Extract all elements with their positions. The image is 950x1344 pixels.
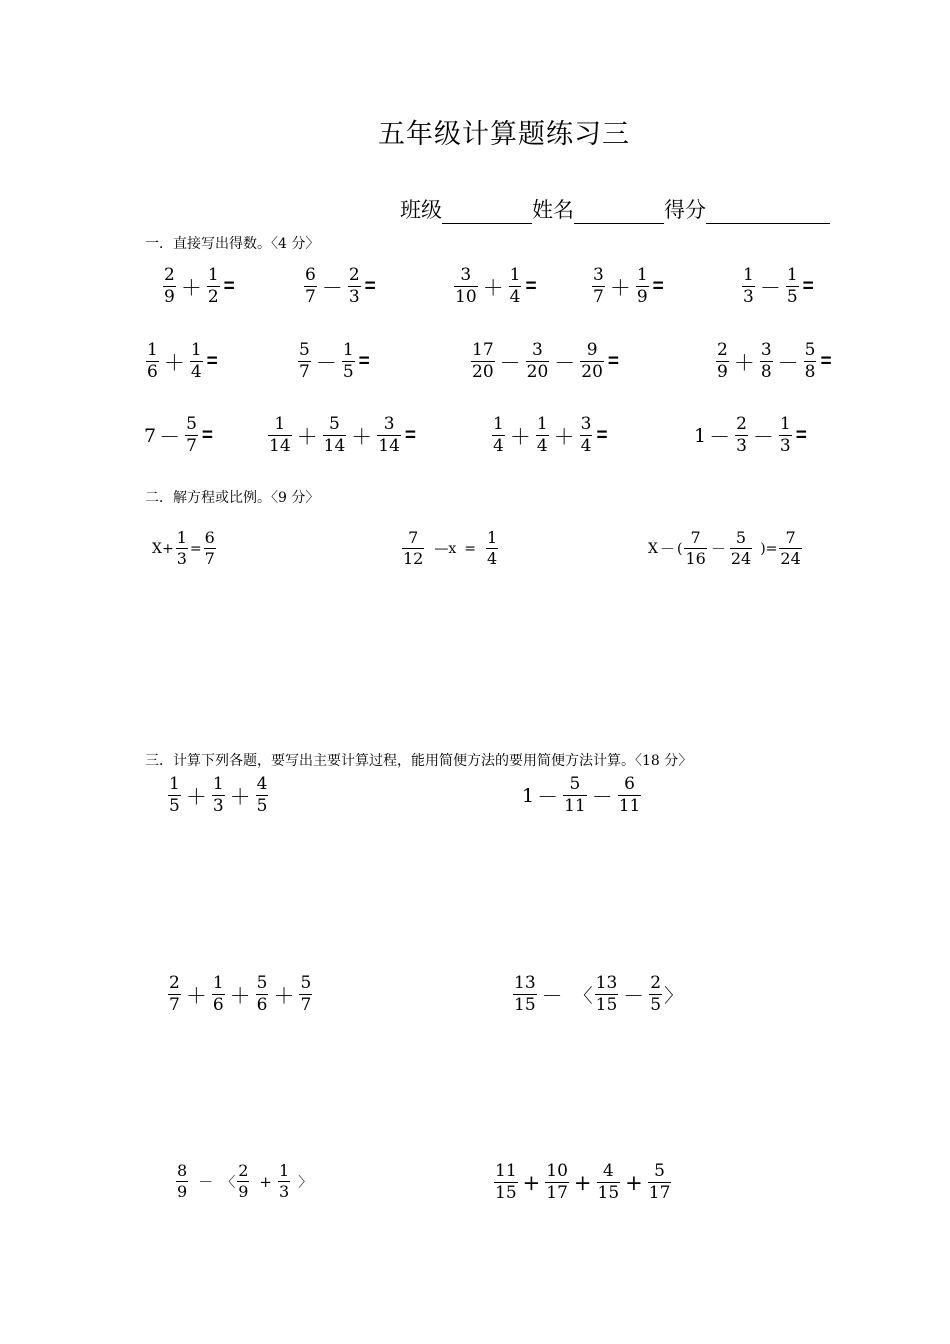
fraction <box>735 416 748 455</box>
denominator: 14 <box>269 436 291 456</box>
denominator: 9 <box>164 287 175 307</box>
numerator: 6 <box>624 774 635 794</box>
fraction <box>592 267 605 306</box>
equals-sign: = <box>201 424 214 446</box>
numerator: 17 <box>472 340 494 360</box>
calc-3-3 <box>166 975 314 1014</box>
fraction <box>618 776 642 815</box>
denominator: 4 <box>190 362 202 382</box>
denominator: 5 <box>786 287 798 307</box>
class-label: 班级 <box>400 198 442 222</box>
numerator: 3 <box>532 340 543 360</box>
calc-3-2 <box>522 776 643 815</box>
numerator: 1 <box>212 973 224 993</box>
whole-number: 1 <box>694 424 707 447</box>
operator: ＋ <box>351 424 373 449</box>
calc-3-4: $\frac{13}{15}$ － 〈 $\frac{13}{15}$ － $\frac{2}{5}$ 〉 <box>514 973 684 1015</box>
numerator: 1 <box>147 340 158 360</box>
numerator: 5 <box>186 414 197 434</box>
operator: － <box>709 424 731 449</box>
denominator: 8 <box>760 362 772 382</box>
denominator: 7 <box>169 995 180 1015</box>
denominator: 7 <box>305 287 316 307</box>
calc-3-6 <box>492 1163 673 1202</box>
equals-sign: = <box>795 424 807 446</box>
fraction <box>348 267 361 306</box>
denominator: 20 <box>526 362 549 382</box>
problem-1-3 <box>452 267 537 306</box>
fraction <box>212 975 225 1014</box>
numerator: 1 <box>212 774 224 794</box>
denominator: 6 <box>256 995 268 1015</box>
numerator: 2 <box>164 265 175 285</box>
operator: ＋ <box>482 275 504 300</box>
fraction <box>492 416 505 455</box>
fraction: $\frac{1}{3}$ <box>278 1161 290 1201</box>
problem-1-6 <box>144 342 218 381</box>
fraction <box>168 975 181 1014</box>
fraction <box>636 267 649 306</box>
denominator: 20 <box>472 362 494 382</box>
fraction <box>526 342 550 381</box>
section-2-heading: 二．解方程或比例。〈9 分〉 <box>145 490 320 506</box>
operator: － <box>777 350 799 375</box>
equation-2-2: $\frac{7}{12}$ —x = $\frac{1}{4}$ <box>403 528 498 568</box>
denominator: 4 <box>493 436 504 456</box>
numerator: 1 <box>342 340 354 360</box>
calc-3-5: $\frac{8}{9}$ － 〈 $\frac{2}{9}$ + $\frac{1}{3}$ 〉 <box>177 1161 313 1201</box>
numerator: 1 <box>509 265 521 285</box>
fraction: $\frac{7}{16}$ <box>685 528 706 568</box>
numerator: 3 <box>760 340 772 360</box>
numerator: 3 <box>593 265 604 285</box>
fraction: $\frac{2}{9}$ <box>238 1161 249 1201</box>
fraction <box>454 267 478 306</box>
operator: － <box>759 275 781 300</box>
fraction <box>190 342 203 381</box>
whole-number: 1 <box>522 784 535 807</box>
numerator: 4 <box>256 774 268 794</box>
fraction <box>299 975 312 1014</box>
numerator: 5 <box>804 340 816 360</box>
fraction <box>742 267 755 306</box>
denominator: 15 <box>495 1183 517 1203</box>
fraction: $\frac{13}{15}$ <box>595 973 618 1015</box>
fraction <box>716 342 729 381</box>
fraction: $\frac{1}{3}$ <box>176 528 187 568</box>
numerator: 1 <box>779 414 791 434</box>
equals-sign: = <box>525 275 537 297</box>
denominator: 17 <box>648 1183 671 1203</box>
problem-1-2 <box>302 267 376 306</box>
operator: ＋ <box>229 784 251 809</box>
denominator: 5 <box>256 796 268 816</box>
numerator: 9 <box>586 340 598 360</box>
equals-sign: = <box>358 350 370 372</box>
denominator: 7 <box>186 436 197 456</box>
problem-1-5 <box>740 267 814 306</box>
operator: － <box>499 350 521 375</box>
operator: + <box>522 1170 541 1195</box>
denominator: 10 <box>455 287 477 307</box>
denominator: 3 <box>779 436 791 456</box>
student-info-row <box>400 194 830 224</box>
problem-1-11 <box>266 416 416 455</box>
fraction <box>563 776 587 815</box>
score-blank[interactable] <box>706 199 830 224</box>
fraction <box>494 1163 518 1202</box>
problem-1-8 <box>469 342 619 381</box>
fraction <box>212 776 225 815</box>
operator: ＋ <box>296 424 318 449</box>
fraction <box>471 342 495 381</box>
denominator: 7 <box>300 995 312 1015</box>
numerator: 1 <box>207 265 219 285</box>
numerator: 2 <box>169 973 180 993</box>
denominator: 3 <box>743 287 754 307</box>
denominator: 6 <box>147 362 158 382</box>
denominator: 4 <box>536 436 548 456</box>
score-label: 得分 <box>664 198 706 222</box>
fraction <box>648 1163 672 1202</box>
numerator: 1 <box>536 414 548 434</box>
equals-sign: = <box>802 275 814 297</box>
numerator: 5 <box>299 340 310 360</box>
numerator: 2 <box>348 265 360 285</box>
problem-1-1 <box>161 267 235 306</box>
equals-sign: = <box>596 424 608 446</box>
numerator: 5 <box>569 774 581 794</box>
fraction <box>545 1163 569 1202</box>
fraction <box>580 416 593 455</box>
fraction <box>323 416 347 455</box>
numerator: 1 <box>636 265 648 285</box>
fraction: $\frac{5}{24}$ <box>730 528 752 568</box>
denominator: 5 <box>169 796 180 816</box>
name-label: 姓名 <box>532 198 574 222</box>
numerator: 3 <box>383 414 395 434</box>
denominator: 6 <box>212 995 224 1015</box>
fraction <box>509 267 522 306</box>
section-1-heading: 一．直接写出得数。〈4 分〉 <box>145 236 320 252</box>
numerator: 4 <box>602 1161 614 1181</box>
operator: + <box>625 1170 643 1195</box>
numerator: 1 <box>169 774 180 794</box>
denominator: 17 <box>546 1183 568 1203</box>
denominator: 7 <box>299 362 310 382</box>
equals-sign: = <box>223 275 235 297</box>
equals-sign: = <box>404 424 417 446</box>
denominator: 4 <box>509 287 521 307</box>
numerator: 2 <box>736 414 747 434</box>
denominator: 5 <box>342 362 354 382</box>
equals-sign: = <box>652 275 664 297</box>
operator: ＋ <box>609 275 631 300</box>
denominator: 3 <box>212 796 224 816</box>
equation-2-1: X + $\frac{1}{3}$ = $\frac{6}{7}$ <box>152 528 215 568</box>
numerator: 3 <box>460 265 472 285</box>
fraction <box>760 342 773 381</box>
numerator: 1 <box>274 414 286 434</box>
denominator: 11 <box>564 796 586 816</box>
problem-1-13 <box>694 416 807 455</box>
fraction <box>580 342 604 381</box>
denominator: 14 <box>323 436 346 456</box>
fraction <box>256 975 269 1014</box>
fraction: $\frac{7}{12}$ <box>403 528 424 568</box>
problem-1-10 <box>144 416 213 455</box>
operator: － <box>321 275 343 300</box>
denominator: 7 <box>593 287 604 307</box>
operator: ＋ <box>180 275 202 300</box>
denominator: 11 <box>618 796 641 816</box>
fraction <box>342 342 355 381</box>
denominator: 2 <box>207 287 219 307</box>
operator: － <box>537 784 559 809</box>
whole-number: 7 <box>144 424 157 447</box>
operator: － <box>159 424 181 449</box>
fraction: $\frac{2}{5}$ <box>650 973 662 1015</box>
equation-2-3: X － ( $\frac{7}{16}$ － $\frac{5}{24}$ ) = $\frac{7}{24}$ <box>648 528 801 568</box>
page-title: 五年级计算题练习三 <box>378 119 630 150</box>
denominator: 8 <box>804 362 816 382</box>
operator: ＋ <box>553 424 575 449</box>
fraction <box>298 342 311 381</box>
operator: － <box>554 350 576 375</box>
numerator: 1 <box>786 265 798 285</box>
numerator: 1 <box>190 340 202 360</box>
fraction <box>163 267 176 306</box>
numerator: 11 <box>495 1161 517 1181</box>
fraction <box>268 416 292 455</box>
fraction <box>536 416 549 455</box>
problem-1-4 <box>590 267 664 306</box>
fraction <box>377 416 401 455</box>
fraction: $\frac{1}{4}$ <box>487 528 498 568</box>
calc-3-1 <box>166 776 270 815</box>
numerator: 2 <box>717 340 728 360</box>
numerator: 5 <box>654 1161 665 1181</box>
operator: － <box>315 350 337 375</box>
fraction <box>185 416 198 455</box>
fraction <box>304 267 317 306</box>
operator: － <box>591 784 613 809</box>
denominator: 15 <box>597 1183 620 1203</box>
denominator: 20 <box>581 362 603 382</box>
equals-sign: = <box>607 350 620 372</box>
operator: ＋ <box>229 983 251 1008</box>
fraction <box>256 776 269 815</box>
numerator: 6 <box>305 265 316 285</box>
numerator: 10 <box>546 1161 568 1181</box>
equals-sign: = <box>364 275 376 297</box>
operator: + <box>573 1170 592 1195</box>
fraction <box>786 267 799 306</box>
fraction: $\frac{8}{9}$ <box>177 1161 188 1201</box>
numerator: 3 <box>580 414 592 434</box>
fraction <box>804 342 817 381</box>
operator: ＋ <box>163 350 185 375</box>
operator: ＋ <box>185 784 207 809</box>
equals-sign: = <box>206 350 218 372</box>
denominator: 14 <box>378 436 400 456</box>
numerator: 1 <box>493 414 504 434</box>
fraction: $\frac{6}{7}$ <box>204 528 215 568</box>
fraction: $\frac{7}{24}$ <box>780 528 801 568</box>
numerator: 5 <box>300 973 312 993</box>
fraction <box>207 267 220 306</box>
numerator: 1 <box>743 265 754 285</box>
equals-sign: = <box>820 350 832 372</box>
problem-1-9 <box>714 342 832 381</box>
numerator: 5 <box>256 973 268 993</box>
denominator: 4 <box>580 436 592 456</box>
fraction: $\frac{13}{15}$ <box>514 973 536 1015</box>
section-3-heading: 三．计算下列各题，要写出主要计算过程，能用简便方法的要用简便方法计算。〈18 分〉 <box>145 753 693 769</box>
operator: ＋ <box>509 424 531 449</box>
denominator: 9 <box>636 287 648 307</box>
fraction <box>597 1163 621 1202</box>
fraction <box>146 342 159 381</box>
problem-1-12 <box>490 416 608 455</box>
class-blank[interactable] <box>442 199 532 224</box>
fraction <box>168 776 181 815</box>
name-blank[interactable] <box>574 199 664 224</box>
operator: ＋ <box>733 350 755 375</box>
operator: ＋ <box>273 983 295 1008</box>
operator: － <box>752 424 774 449</box>
numerator: 5 <box>329 414 340 434</box>
denominator: 3 <box>736 436 747 456</box>
problem-1-7 <box>296 342 370 381</box>
operator: ＋ <box>185 983 207 1008</box>
denominator: 9 <box>717 362 728 382</box>
fraction <box>779 416 792 455</box>
denominator: 3 <box>348 287 360 307</box>
